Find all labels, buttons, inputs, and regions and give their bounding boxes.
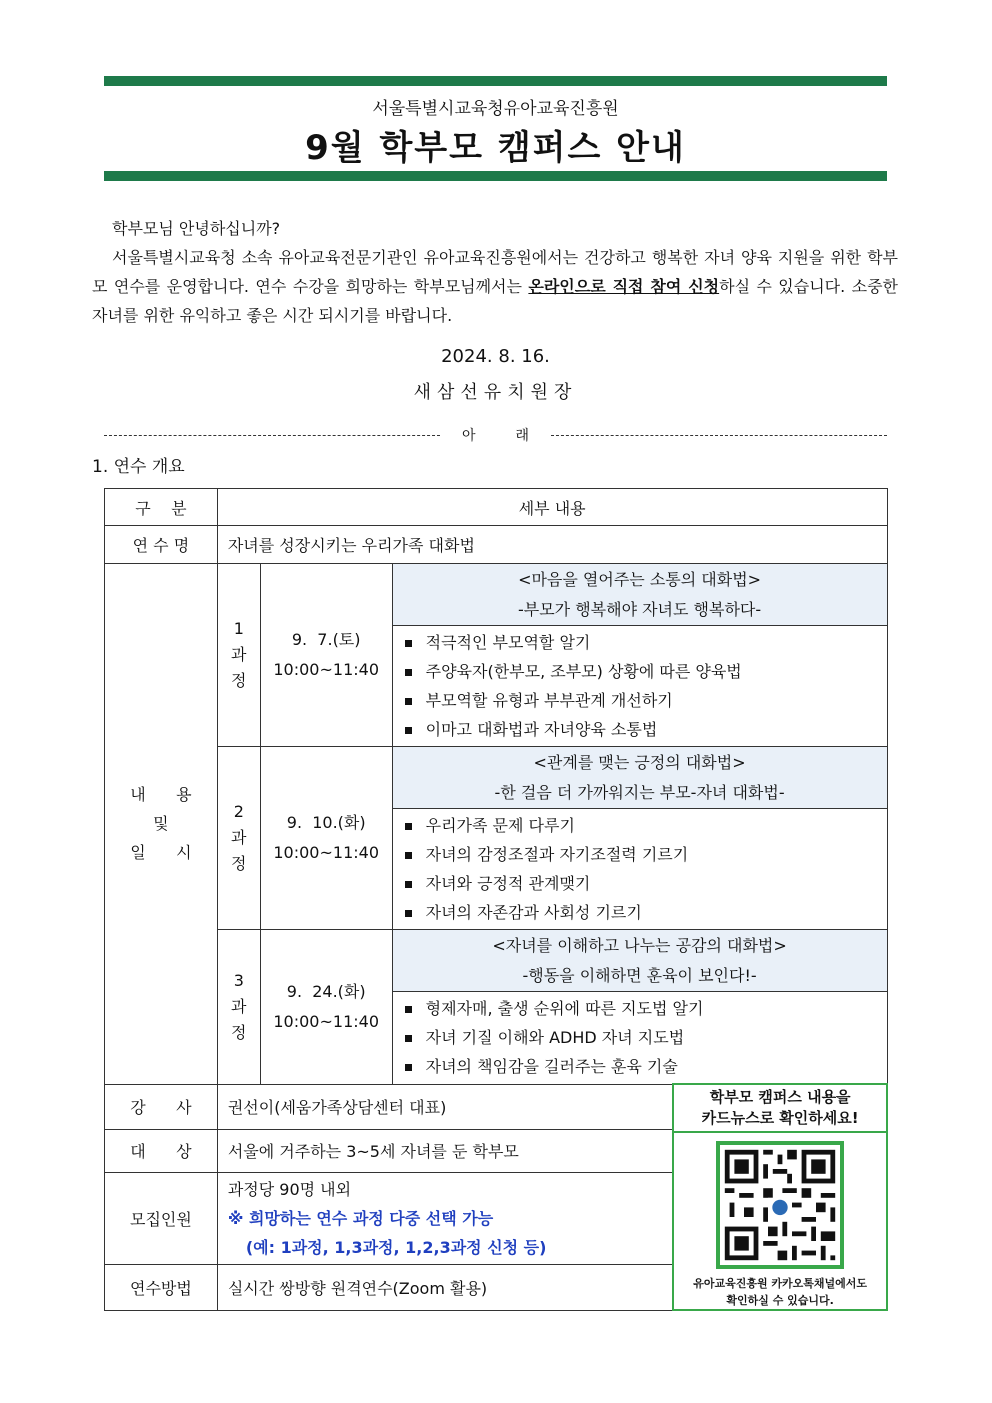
list-item: 자녀의 감정조절과 자기조절력 기르기 <box>405 840 887 869</box>
method-value: 실시간 쌍방향 원격연수(Zoom 활용) <box>217 1265 673 1310</box>
course-1-word2: 정 <box>231 671 247 690</box>
list-item: 자녀와 긍정적 관계맺기 <box>405 869 887 898</box>
separator-label: 아 래 <box>461 428 530 444</box>
course-3-num: 3 <box>233 970 244 990</box>
qr-panel <box>673 1084 887 1310</box>
qr-caption-top <box>674 1085 886 1133</box>
course-3-topics <box>392 992 887 1085</box>
name-label: 연 수 명 <box>105 526 218 564</box>
recruit-note-2: (예: 1과정, 1,3과정, 1,2,3과정 신청 등) <box>245 1238 547 1258</box>
head-details: 세부 내용 <box>217 489 887 526</box>
list-item: 형제자매, 출생 순위에 따른 지도법 알기 <box>405 994 887 1023</box>
qr-code-icon <box>720 1145 840 1265</box>
target-label: 대 상 <box>105 1129 218 1172</box>
course-3-date: 9. 24.(화) <box>286 981 366 1001</box>
name-value: 자녀를 성장시키는 우리가족 대화법 <box>217 526 887 564</box>
course-1-title <box>392 564 887 626</box>
intro-paragraph <box>92 214 898 330</box>
course-2-num: 2 <box>233 802 244 821</box>
top-bar <box>104 76 887 86</box>
course-1-num: 1 <box>233 619 244 638</box>
schedule-label <box>105 564 218 1085</box>
section-title: 1. 연수 개요 <box>92 457 185 477</box>
intro-body-end: 하실 수 있습니다. 소중한 자녀를 위한 유익하고 좋은 시간 되시기를 바랍니다. <box>92 277 898 325</box>
schedule-label-2: 및 <box>153 814 169 834</box>
list-item: 부모역할 유형과 부부관계 개선하기 <box>405 686 887 715</box>
course-2-title-text: <관계를 맺는 긍정의 대화법> <box>533 752 746 772</box>
list-item: 이마고 대화법과 자녀양육 소통법 <box>405 715 887 744</box>
course-1-number <box>217 564 260 747</box>
separator-line-right <box>551 435 887 436</box>
lecturer-label: 강 사 <box>105 1084 218 1129</box>
schedule-label-1: 내 용 <box>130 785 192 805</box>
course-2-subtitle: -한 걸음 더 가까워지는 부모-자녀 대화법- <box>494 782 785 802</box>
course-3-time: 10:00~11:40 <box>273 1011 379 1031</box>
course-2-topics <box>392 809 887 930</box>
bottom-title-bar <box>104 171 887 181</box>
course-1-subtitle: -부모가 행복해야 자녀도 행복하다- <box>517 599 762 619</box>
course-1-date: 9. 7.(토) <box>291 630 361 649</box>
head-category: 구 분 <box>105 489 218 526</box>
qr-caption-top-1: 학부모 캠퍼스 내용을 <box>709 1088 851 1106</box>
method-label: 연수방법 <box>105 1265 218 1310</box>
course-2-number <box>217 747 260 930</box>
qr-caption-bottom <box>674 1275 886 1309</box>
course-2-date: 9. 10.(화) <box>286 813 366 832</box>
recruit-note-1: ※ 희망하는 연수 과정 다중 선택 가능 <box>227 1209 494 1229</box>
organization-name: 서울특별시교육청유아교육진흥원 <box>372 99 619 119</box>
target-value: 서울에 거주하는 3~5세 자녀를 둔 학부모 <box>217 1129 673 1172</box>
course-1-schedule <box>260 564 392 747</box>
list-item: 자녀의 책임감을 길러주는 훈육 기술 <box>405 1052 887 1081</box>
course-3-word1: 과 <box>231 996 247 1016</box>
course-2-time: 10:00~11:40 <box>273 843 379 862</box>
course-3-title <box>392 930 887 992</box>
list-item: 자녀 기질 이해와 ADHD 자녀 지도법 <box>405 1023 887 1052</box>
schedule-label-3: 일 시 <box>130 843 192 863</box>
course-3-schedule <box>260 930 392 1085</box>
qr-caption-top-2: 카드뉴스로 확인하세요! <box>701 1109 859 1127</box>
course-2-title <box>392 747 887 809</box>
course-1-topics <box>392 626 887 747</box>
course-1-word1: 과 <box>231 645 247 664</box>
recruit-value: 과정당 90명 내외 <box>227 1180 352 1200</box>
qr-caption-bottom-2: 확인하실 수 있습니다. <box>726 1294 834 1307</box>
intro-emphasis: 온라인으로 직접 참여 신청 <box>528 277 720 296</box>
qr-code[interactable] <box>716 1141 844 1269</box>
list-item: 우리가족 문제 다루기 <box>405 811 887 840</box>
intro-body <box>92 243 898 330</box>
separator <box>104 425 887 445</box>
page-title: 9월 학부모 캠퍼스 안내 <box>305 128 686 168</box>
intro-body-text: 서울특별시교육청 소속 유아교육전문기관인 유아교육진흥원에서는 건강하고 행복한 자녀 양육 지원을 위한 학부모 연수를 운영합니다. 연수 수강을 희망하는 학부모님께서는 <box>92 248 898 296</box>
course-2-word2: 정 <box>231 854 247 873</box>
qr-caption-bottom-1: 유아교육진흥원 카카오톡채널에서도 <box>693 1277 868 1290</box>
overview-table <box>104 488 888 1311</box>
course-3-number <box>217 930 260 1085</box>
course-2-schedule <box>260 747 392 930</box>
recruit-label: 모집인원 <box>105 1172 218 1264</box>
greeting: 학부모님 안녕하십니까? <box>112 219 281 238</box>
list-item: 자녀의 자존감과 사회성 기르기 <box>405 898 887 927</box>
issue-date: 2024. 8. 16. <box>441 346 550 367</box>
lecturer-value: 권선이(세움가족상담센터 대표) <box>217 1084 673 1129</box>
course-3-word2: 정 <box>231 1022 247 1042</box>
separator-line-left <box>104 435 440 436</box>
school-signature: 새삼선유치원장 <box>413 382 578 403</box>
course-2-word1: 과 <box>231 828 247 847</box>
recruit-cell <box>217 1172 673 1264</box>
course-1-time: 10:00~11:40 <box>273 660 379 679</box>
course-1-title-text: <마음을 열어주는 소통의 대화법> <box>518 569 762 589</box>
course-3-subtitle: -행동을 이해하면 훈육이 보인다!- <box>522 965 757 985</box>
list-item: 주양육자(한부모, 조부모) 상황에 따른 양육법 <box>405 657 887 686</box>
list-item: 적극적인 부모역할 알기 <box>405 628 887 657</box>
course-3-title-text: <자녀를 이해하고 나누는 공감의 대화법> <box>492 935 787 955</box>
